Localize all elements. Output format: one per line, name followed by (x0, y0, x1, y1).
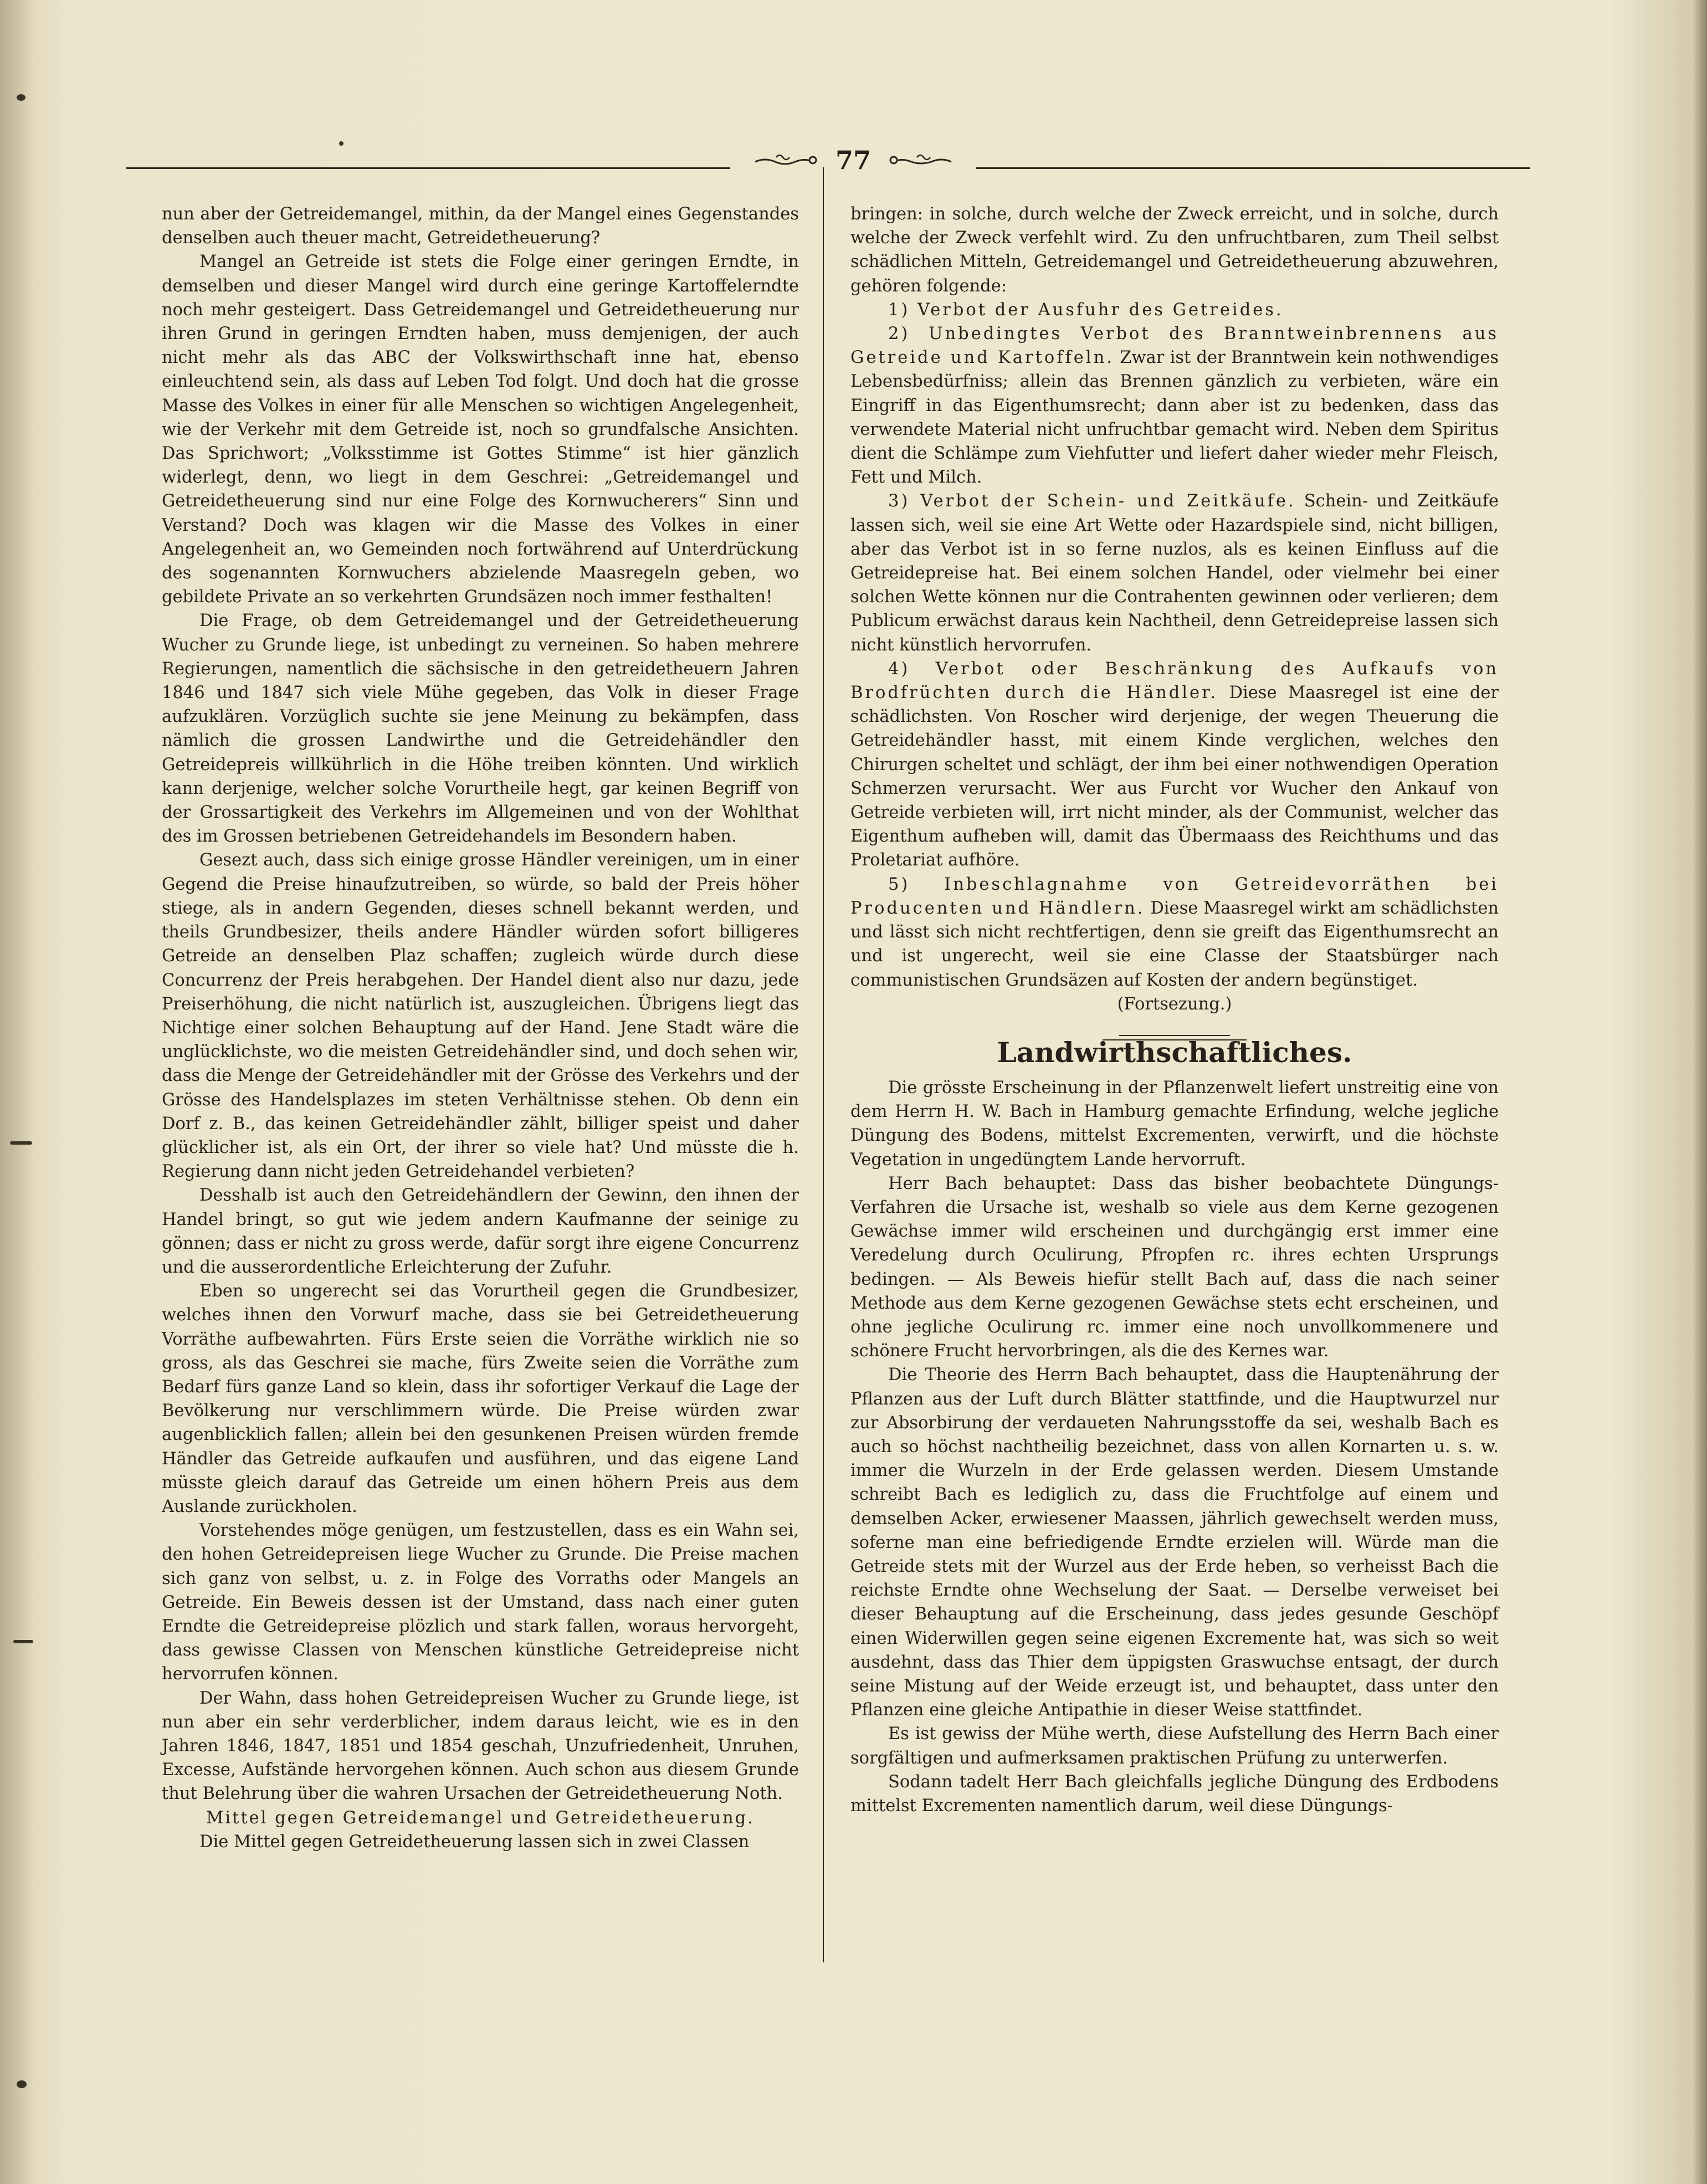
flourish-right-icon (886, 152, 952, 168)
page-number: 77 (835, 145, 871, 175)
list-item-text: Zwar ist der Branntwein kein nothwendiges Lebensbedürfniss; allein das Brennen gänzlich zu verbieten, wäre ein Eingriff in das Eigenthumsrecht; dann aber ist zu bedenken, dass das verwendete Material nicht unfruchtbar gemacht wird. Neben dem Spiritus dient die Schlämpe zum Viehfutter und liefert daher wieder mehr Fleisch, Fett und Milch. (850, 348, 1499, 488)
header-rule-right (976, 167, 1530, 169)
paragraph: Die Theorie des Herrn Bach behauptet, dass die Hauptenährung der Pflanzen aus der Luft durch Blätter stattfinde, und die Hauptwurzel nur zur Absorbirung der verdaueten Nahrungsstoffe da sei, weshalb Bach es auch so höchst nachtheilig bezeichnet, dass von allen Kornarten u. s. w. immer die Wurzeln in der Erde gelassen werden. Diesem Umstande schreibt Bach es lediglich zu, dass die Fruchtfolge auf einem und demselben Acker, erwiesener Maassen, jährlich gewechselt werden muss, soferne man eine befriedigende Erndte erzielen will. Würde man die Getreide stets mit der Wurzel aus der Erde heben, so verheisst Bach die reichste Erndte ohne Wechselung der Saat. — Derselbe verweiset bei dieser Behauptung auf die Erscheinung, dass jedes gesunde Geschöpf einen Widerwillen gegen seine eigenen Excremente hat, was sich so weit ausdehnt, dass das Thier dem üppigsten Graswuchse entsagt, der durch seine Mistung auf der Weide erzeugt ist, und behauptet, dass unter den Pflanzen eine gleiche Antipathie in dieser Weise stattfindet. (850, 1365, 1499, 1720)
paragraph: Die Mittel gegen Getreidetheuerung lassen sich in zwei Classen (199, 1832, 750, 1852)
column-divider (823, 167, 824, 1962)
section-title: Landwirthschaftliches. (997, 1035, 1352, 1069)
list-item-heading: 3) Verbot der Schein- und Zeitkäufe. (888, 491, 1296, 511)
paragraph: Eben so ungerecht sei das Vorurtheil gegen die Grundbesizer, welches ihnen den Vorwurf mache, dass sie bei Getreidetheuerung Vorräthe aufbewahrten. Fürs Erste seien die Vorräthe wirklich nie so gross, als das Geschrei sie mache, fürs Zweite seien die Vorräthe zum Bedarf fürs ganze Land so klein, dass ihr sofortiger Verkauf die Lage der Bevölkerung nur verschlimmern würde. Die Preise würden zwar augenblicklich fallen; allein bei den gesunkenen Preisen würden fremde Händler das Getreide aufkaufen und ausführen, und das eigene Land müsste gleich darauf das Getreide um einen höhern Preis aus dem Auslande zurückholen. (162, 1281, 799, 1516)
list-item-text: Diese Maasregel ist eine der schädlichsten. Von Roscher wird derjenige, der wegen Theuerung die Getreidehändler hasst, mit einem Kinde verglichen, welches den Chirurgen scheltet und schlägt, der ihm bei einer nothwendigen Operation Schmerzen verursacht. Wer aus Furcht vor Wucher den Ankauf von Getreide verbieten will, irrt nicht minder, als der Communist, welcher das Eigenthum aufheben will, damit das Übermaass des Reichthums und das Proletariat aufhöre. (850, 683, 1499, 870)
paragraph: Gesezt auch, dass sich einige grosse Händler vereinigen, um in einer Gegend die Preise hinaufzutreiben, so würde, so bald der Preis höher stiege, als in andern Gegenden, dieses schnell bekannt werden, und theils Grundbesizer, theils andere Händler würden sofort billigeres Getreide an denselben Plaz schaffen; zugleich würde durch diese Concurrenz der Preis herabgehen. Der Handel dient also nur dazu, jede Preiserhöhung, die nicht natürlich ist, auszugleichen. Übrigens liegt das Nichtige einer solchen Behauptung auf der Hand. Jene Stadt wäre die unglücklichste, wo die meisten Getreidehändler sind, und doch sehen wir, dass die Menge der Getreidehändler mit der Grösse des Verkehrs und der Grösse des Handelsplazes im steten Verhältnisse stehen. Ob denn ein Dorf z. B., das keinen Getreidehändler zählt, billiger speist und daher glücklicher ist, als ein Ort, der ihrer so viele hat? Und müsste die h. Regierung dann nicht jeden Getreidehandel verbieten? (162, 850, 799, 1182)
list-item (850, 322, 1499, 489)
page-edge (1693, 0, 1707, 2184)
paragraph: Herr Bach behauptet: Dass das bisher beobachtete Düngungs-Verfahren die Ursache ist, weshalb so viele aus dem Kerne gezogenen Gewächse immer wild erscheinen und durchgängig erst immer eine Veredelung durch Oculirung, Pfropfen rc. ihres echten Ursprungs bedingen. — Als Beweis hiefür stellt Bach auf, dass die nach seiner Methode aus dem Kerne gezogenen Gewächse stets echt erscheinen, und ohne jegliche Oculirung rc. immer eine noch unvollkommenere und schönere Frucht hervorbringen, als die des Kernes war. (850, 1173, 1499, 1361)
list-item (850, 298, 1499, 322)
flourish-left-icon (754, 152, 821, 168)
list-item-heading: 4) Verbot oder Beschränkung des Aufkaufs von Brodfrüchten durch die Händler. (850, 659, 1499, 703)
paragraph: Sodann tadelt Herr Bach gleichfalls jegliche Düngung des Erdbodens mittelst Excrementen namentlich darum, weil diese Düngungs- (850, 1772, 1499, 1816)
list-item-heading: 5) Inbeschlagnahme von Getreidevorräthen bei Producenten und Händlern. (850, 874, 1499, 918)
header-rule-left (126, 167, 730, 169)
list-item-heading: 1) Verbot der Ausfuhr des Getreides. (888, 300, 1284, 320)
list-item-text: Diese Maasregel wirkt am schädlichsten und lässt sich nicht rechtfertigen, denn sie greift das Eigenthumsrecht an und ist ungerecht, weil sie eine Classe der Staatsbürger nach communistischen Grundsäzen auf Kosten der andern begünstiget. (850, 898, 1499, 990)
paper-speck (17, 2080, 27, 2088)
list-item-text: Schein- und Zeitkäufe lassen sich, weil sie eine Art Wette oder Hazardspiele sind, nicht billigen, aber das Verbot ist in so ferne nuzlos, als es keinen Einfluss auf die Getreidepreise hat. Bei einem solchen Handel, oder vielmehr bei einer solchen Wette können nur die Contrahenten gewinnen oder verlieren; dem Publicum erwächst daraus kein Nachtheil, denn Getreidepreise lassen sich nicht künstlich hervorrufen. (850, 491, 1499, 655)
list-item (850, 489, 1499, 657)
page-header (731, 145, 975, 184)
right-column (850, 202, 1499, 1818)
left-column (162, 202, 799, 1854)
continued-note: (Fortsezung.) (1117, 994, 1232, 1014)
paragraph: Die grösste Erscheinung in der Pflanzenwelt liefert unstreitig eine von dem Herrn H. W. Bach in Hamburg gemachte Erfindung, welche jegliche Düngung des Bodens, mittelst Excrementen, verwirft, und die höchste Vegetation in ungedüngtem Lande hervorruft. (850, 1078, 1499, 1170)
section-subheading: Mittel gegen Getreidemangel und Getreidetheuerung. (206, 1808, 755, 1828)
paper-speck (10, 1141, 32, 1145)
paragraph: Der Wahn, dass hohen Getreidepreisen Wucher zu Grunde liege, ist nun aber ein sehr verderblicher, indem daraus leicht, wie es in den Jahren 1846, 1847, 1851 und 1854 geschah, Unzufriedenheit, Unruhen, Excesse, Aufstände hervorgehen können. Auch schon aus diesem Grunde thut Belehrung über die wahren Ursachen der Getreidetheuerung Noth. (162, 1688, 799, 1804)
list-item (850, 873, 1499, 992)
paper-speck (339, 141, 344, 146)
paragraph: Vorstehendes möge genügen, um festzustellen, dass es ein Wahn sei, den hohen Getreidepreisen liege Wucher zu Grunde. Die Preise machen sich ganz von selbst, u. z. in Folge des Vorraths oder Mangels an Getreide. Ein Beweis dessen ist der Umstand, dass nach einer guten Erndte die Getreidepreise plözlich und stark fallen, woraus hervorgeht, dass gewisse Classen von Menschen künstliche Getreidepreise nicht hervorrufen können. (162, 1521, 799, 1684)
spine-shadow (0, 0, 33, 2184)
list-item (850, 657, 1499, 873)
paragraph: Mangel an Getreide ist stets die Folge einer geringen Erndte, in demselben und dieser Mangel wird durch eine geringe Kartoffelerndte noch mehr gesteigert. Dass Getreidemangel und Getreidetheuerung nur ihren Grund in geringen Erndten haben, muss demjenigen, der auch nicht mehr als das ABC der Volkswirthschaft inne hat, ebenso einleuchtend sein, als dass auf Leben Tod folgt. Und doch hat die grosse Masse des Volkes in einer für alle Menschen so wichtigen Angelegenheit, wie der Verkehr mit dem Getreide ist, noch so grundfalsche Ansichten. Das Sprichwort; „Volksstimme ist Gottes Stimme“ ist hier gänzlich widerlegt, denn, wo liegt in dem Geschrei: „Getreidemangel und Getreidetheuerung sind nur eine Folge des Kornwucherers“ Sinn und Verstand? Doch was klagen wir die Masse des Volkes in einer Angelegenheit an, wo Gemeinden noch fortwährend auf Unterdrückung des sogenannten Kornwuchers abzielende Maasregeln geben, wo gebildete Private an so verkehrten Grundsäzen noch immer festhalten! (162, 252, 799, 607)
paragraph: Es ist gewiss der Mühe werth, diese Aufstellung des Herrn Bach einer sorgfältigen und aufmerksamen praktischen Prüfung zu unterwerfen. (850, 1724, 1499, 1768)
paper-speck (17, 94, 25, 101)
list-item-heading: 2) Unbedingtes Verbot des Branntweinbrennens aus Getreide und Kartoffeln. (850, 324, 1499, 368)
paragraph: Desshalb ist auch den Getreidehändlern der Gewinn, den ihnen der Handel bringt, so gut wie jedem andern Kaufmanne der seinige zu gönnen; dass er nicht zu gross werde, dafür sorgt ihre eigene Concurrenz und die ausserordentliche Erleichterung der Zufuhr. (162, 1186, 799, 1277)
paragraph: bringen: in solche, durch welche der Zweck erreicht, und in solche, durch welche der Zweck verfehlt wird. Zu den unfruchtbaren, zum Theil selbst schädlichen Mitteln, Getreidemangel und Getreidetheuerung abzuwehren, gehören folgende: (850, 204, 1499, 296)
paragraph: nun aber der Getreidemangel, mithin, da der Mangel eines Gegenstandes denselben auch theuer macht, Getreidetheuerung? (162, 204, 799, 248)
paper-speck (13, 1640, 33, 1643)
paragraph: Die Frage, ob dem Getreidemangel und der Getreidetheuerung Wucher zu Grunde liege, ist unbedingt zu verneinen. So haben mehrere Regierungen, namentlich die sächsische in den getreidetheuern Jahren 1846 und 1847 sich viele Mühe gegeben, das Volk in dieser Frage aufzuklären. Vorzüglich suchte sie jene Meinung zu bekämpfen, dass nämlich die grossen Landwirthe und die Getreidehändler den Getreidepreis willkührlich in die Höhe treiben könnten. Und wirklich kann derjenige, welcher solche Vorurtheile hegt, gar keinen Begriff von der Grossartigkeit des Verkehrs im Allgemeinen und von der Wohlthat des im Grossen betriebenen Getreidehandels im Besondern haben. (162, 611, 799, 847)
